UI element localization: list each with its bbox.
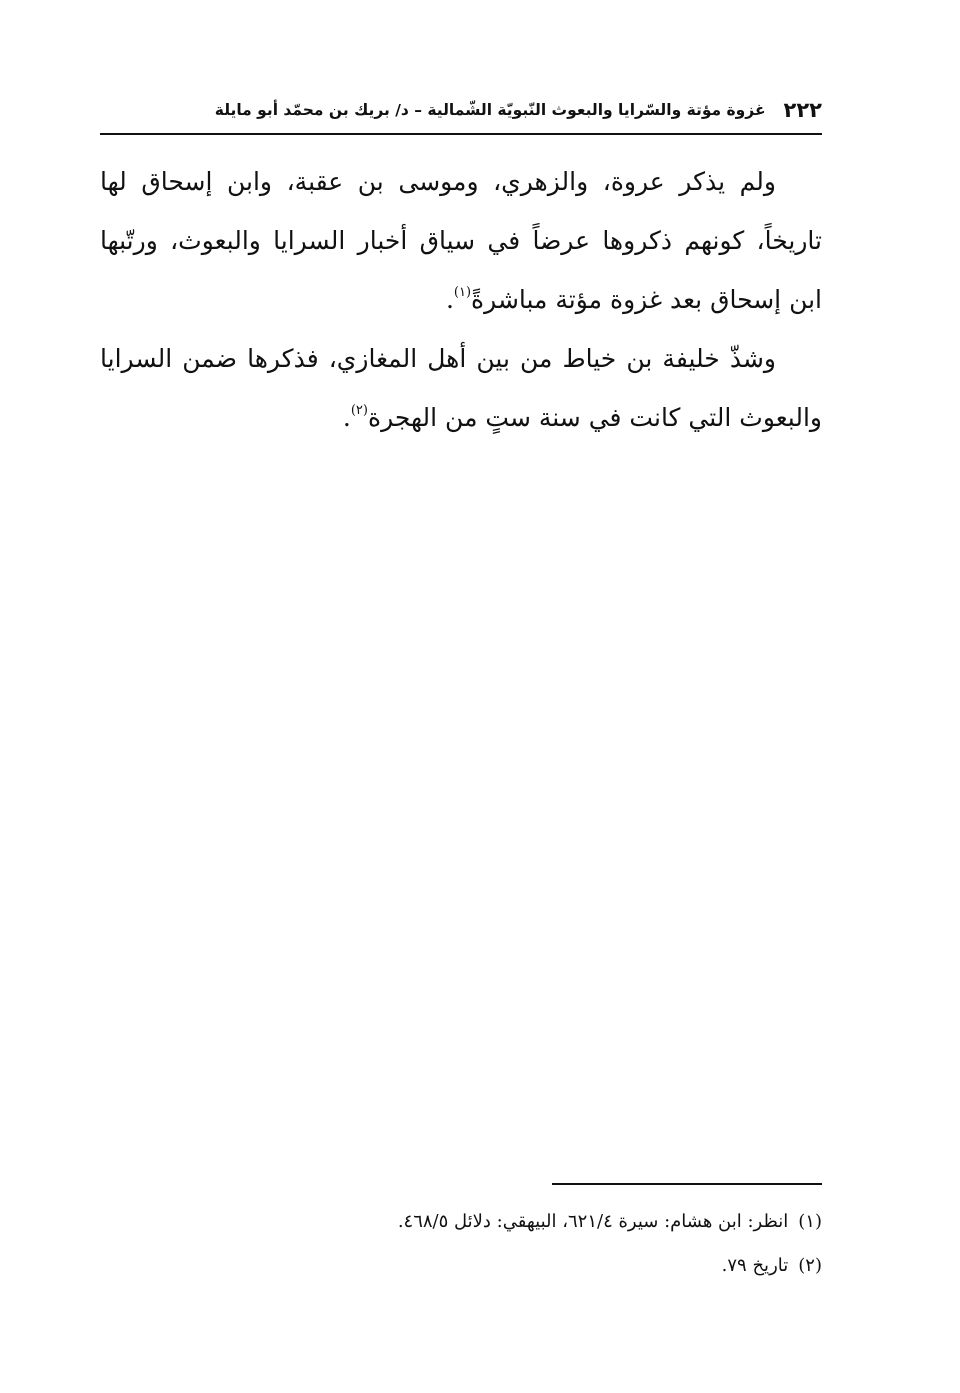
paragraph-1-end: . (445, 285, 454, 314)
footnote-2-text: تاريخ ٧٩. (721, 1255, 789, 1276)
footnote-2 (100, 1244, 822, 1288)
footnote-2-mark: (٢) (798, 1255, 822, 1276)
paragraph-2 (100, 329, 822, 447)
footnote-1 (100, 1200, 822, 1244)
paragraph-2-text: وشذّ خليفة بن خياط من بين أهل المغازي، فذكرها ضمن السرايا والبعوث التي كانت في سنة ستٍ من الهجرة (100, 344, 822, 432)
footnote-ref-2[interactable]: (٢) (350, 403, 368, 418)
main-text (100, 152, 822, 447)
running-header (100, 92, 822, 128)
footnote-ref-1[interactable]: (١) (453, 285, 472, 300)
paragraph-1 (100, 152, 822, 329)
page-number: ٢٢٢ (783, 98, 822, 122)
running-header-title: غزوة مؤتة والسّرايا والبعوث النّبويّة الشّمالية – د/ بريك بن محمّد أبو مايلة (214, 101, 766, 119)
footnote-divider (552, 1183, 822, 1185)
footnote-1-mark: (١) (798, 1211, 822, 1232)
paragraph-2-end: . (342, 403, 351, 432)
footnotes (100, 1200, 822, 1288)
paragraph-1-text: ولم يذكر عروة، والزهري، وموسى بن عقبة، وابن إسحاق لها تاريخاً، كونهم ذكروها عرضاً في سياق أخبار السرايا والبعوث، ورتّبها ابن إسحاق بعد غزوة مؤتة مباشرةً (100, 167, 822, 314)
header-divider (100, 133, 822, 135)
footnote-1-text: انظر: ابن هشام: سيرة ٦٢١/٤، البيهقي: دلائل ٤٦٨/٥. (397, 1211, 789, 1232)
